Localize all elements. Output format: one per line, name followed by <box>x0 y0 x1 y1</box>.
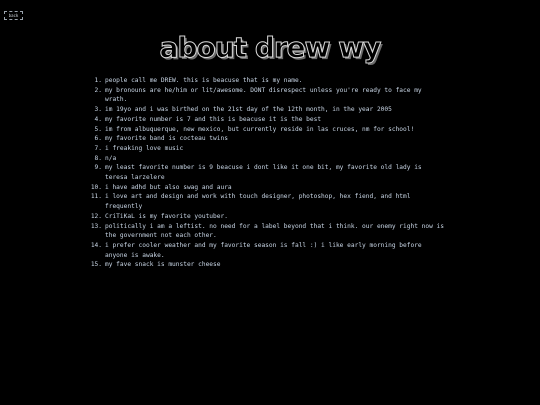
list-item: i prefer cooler weather and my favorite season is fall :) i like early morning before anyone is awake. <box>105 241 422 259</box>
list-item: CriTiKaL is my favorite youtuber. <box>105 212 228 220</box>
list-item: im 19yo and i was birthed on the 21st day of the 12th month, in the year 2005 <box>105 106 392 114</box>
list-item: people call me DREW. this is beacuse that is my name. <box>105 77 303 84</box>
list-item: my least favorite number is 9 beacuse i dont like it one bit, my favorite old lady is teresa larzelere <box>105 164 422 182</box>
list-item: my favorite number is 7 and this is beacuse it is the best <box>105 115 322 123</box>
list-item: politically i am a leftist. no need for a label beyond that i think. our enemy right now is the government not each other. <box>105 222 444 240</box>
list-item: i have adhd but also swag and aura <box>105 183 232 191</box>
page-header <box>0 30 540 66</box>
list-item: my favorite band is cocteau twins <box>105 135 228 143</box>
list-item: my fave snack is munster cheese <box>105 261 221 269</box>
back-button[interactable]: back <box>4 11 23 20</box>
list-item: i freaking love music <box>105 144 184 152</box>
page-title: about drew wy <box>159 31 381 64</box>
list-item: n/a <box>105 154 117 162</box>
list-item: i love art and design and work with touch designer, photoshop, hex fiend, and html frequently <box>105 193 411 211</box>
facts-list <box>105 76 445 270</box>
list-item: im from albuquerque, new mexico, but currently reside in las cruces, nm for school! <box>105 125 415 133</box>
list-item: my bronouns are he/him or lit/awesome. DONT disrespect unless you're ready to face my wrath. <box>105 86 422 104</box>
